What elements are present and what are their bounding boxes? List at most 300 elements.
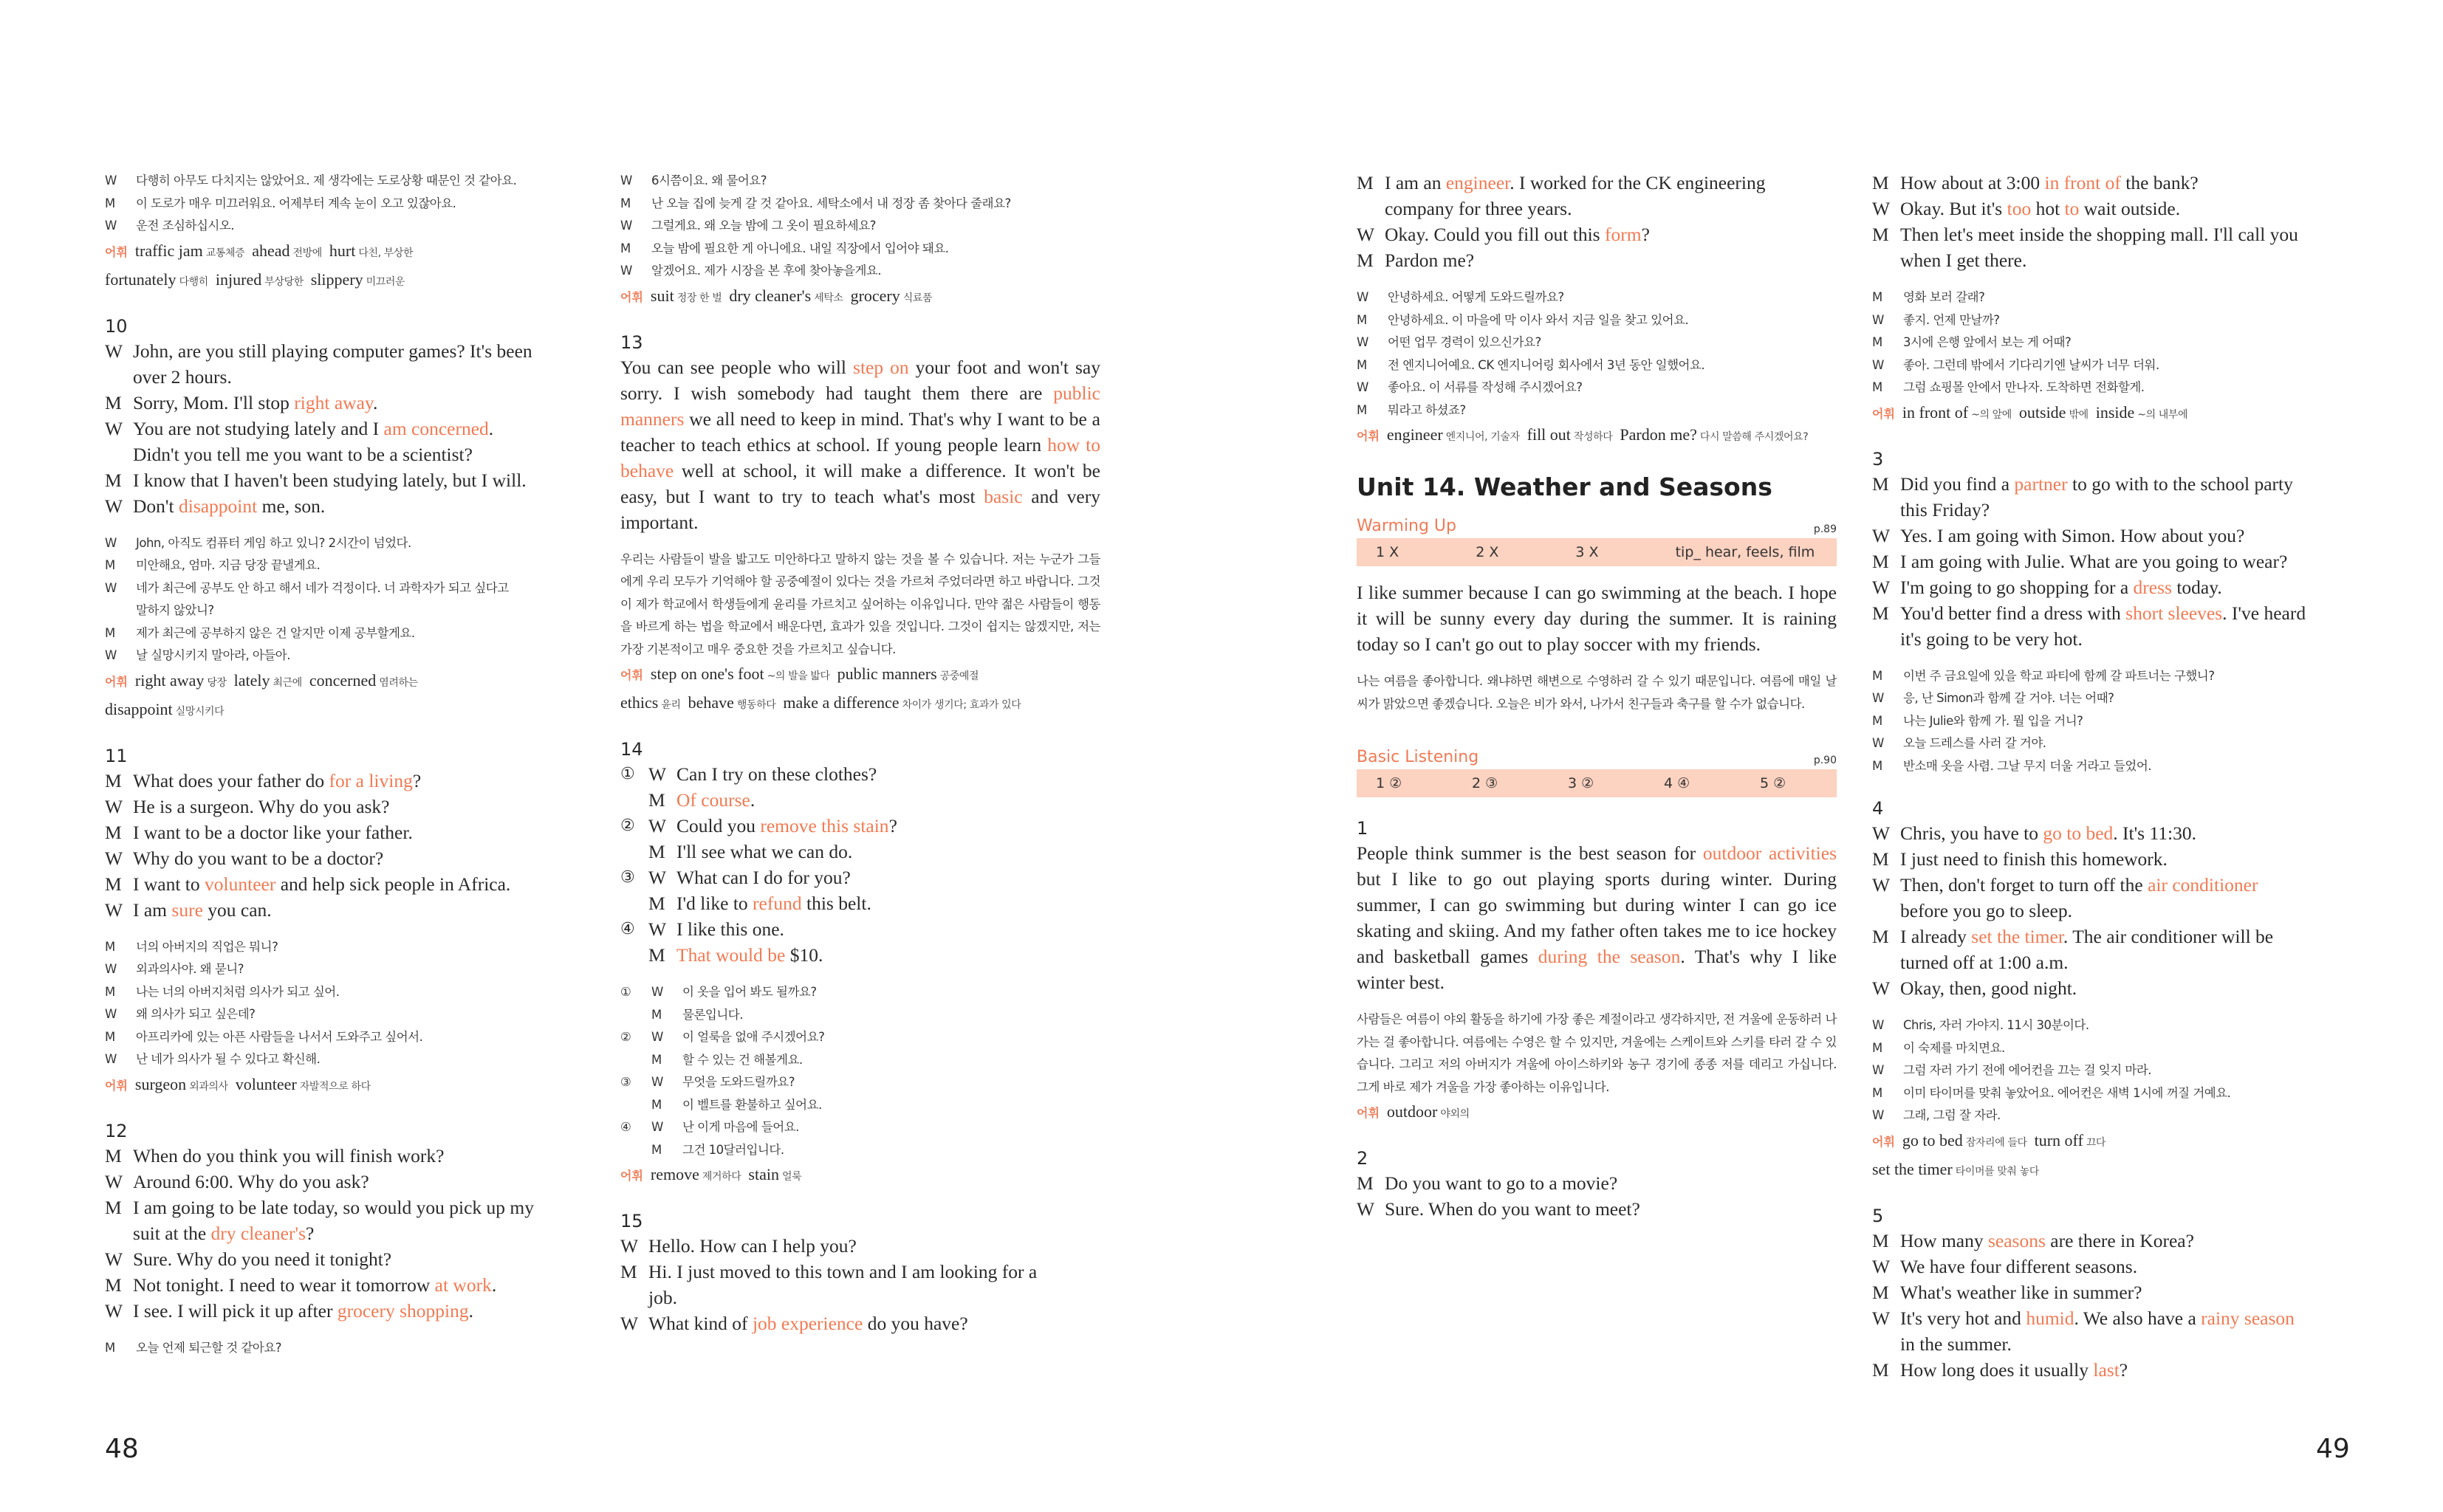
highlighted-phrase: job experience bbox=[752, 1313, 863, 1334]
vocab-meaning: 차이가 생기다; 효과가 있다 bbox=[902, 699, 1021, 711]
speaker-label: W bbox=[1872, 198, 1891, 219]
speaker-label: M bbox=[620, 241, 631, 255]
text-segment: you can. bbox=[202, 898, 272, 921]
text-segment: Hello. How can I help you? bbox=[648, 1235, 857, 1257]
text-segment: 이미 타이머를 맞춰 놓았어요. 에어컨은 새벽 1시에 꺼질 거예요. bbox=[1903, 1085, 2231, 1100]
text-segment: What can I do for you? bbox=[676, 867, 851, 888]
line bbox=[1872, 924, 2352, 949]
speaker-label: M bbox=[105, 469, 122, 491]
column-3 bbox=[1357, 170, 1837, 1222]
text-segment: 네가 최근에 공부도 안 하고 해서 네가 걱정이다. 너 과학자가 되고 싶다고 bbox=[136, 580, 509, 595]
text-segment bbox=[1900, 170, 2352, 196]
dialogue bbox=[105, 1143, 589, 1324]
speaker-label: W bbox=[620, 173, 632, 188]
korean-translation bbox=[620, 981, 1100, 1161]
speaker-label: M bbox=[1872, 713, 1882, 728]
text-segment: 좋아. 그런데 밖에서 기다리기엔 날씨가 너무 더워. bbox=[1903, 357, 2159, 372]
text-segment bbox=[676, 813, 1100, 839]
speaker-label: M bbox=[1357, 1172, 1374, 1194]
korean-translation bbox=[1872, 286, 2352, 399]
text-segment bbox=[133, 390, 589, 416]
text-segment: fortunately bbox=[105, 269, 177, 289]
speaker-label: M bbox=[1872, 224, 1889, 245]
line bbox=[1872, 247, 2352, 273]
speaker-label bbox=[620, 787, 648, 813]
text-segment: step on one's foot bbox=[650, 664, 764, 683]
highlighted-phrase: for a living bbox=[329, 769, 413, 791]
highlighted-phrase: disappoint bbox=[178, 495, 258, 517]
vocabulary bbox=[105, 238, 589, 295]
text-segment: . We also have a bbox=[2074, 1307, 2202, 1329]
text-segment: go to bed bbox=[1902, 1130, 1963, 1150]
text-segment bbox=[648, 1310, 1100, 1336]
text-segment: . bbox=[468, 1299, 474, 1322]
speaker-label bbox=[105, 599, 136, 622]
line bbox=[1872, 687, 2352, 710]
speaker-label: M bbox=[1872, 1085, 1882, 1100]
text-segment bbox=[1900, 574, 2352, 600]
vocab-meaning: 세탁소 bbox=[814, 292, 843, 304]
speaker-label: M bbox=[1872, 550, 1889, 572]
line bbox=[1872, 665, 2352, 688]
text-segment: dry cleaner's bbox=[729, 286, 812, 305]
text-segment: 뭐라고 하셨죠? bbox=[1388, 402, 1466, 417]
text-segment: 알겠어요. 제가 시장을 본 후에 찾아놓을게요. bbox=[651, 264, 882, 278]
text-segment: your foot and won't say sorry. I wish somebody had taught them there are bbox=[620, 356, 1100, 404]
text-segment: 오늘 밤에 필요한 게 아니에요. 내일 직장에서 입어야 돼요. bbox=[651, 241, 949, 255]
line bbox=[1357, 247, 1837, 273]
speaker-label: W bbox=[1872, 822, 1891, 844]
line bbox=[1872, 975, 2352, 1001]
text-segment: I am going with Julie. What are you going to wear? bbox=[1900, 550, 2288, 572]
answer-item: 4 ④ bbox=[1664, 775, 1690, 791]
vocabulary bbox=[620, 1161, 1100, 1190]
text-segment: Sure. Why do you need it tonight? bbox=[133, 1248, 392, 1270]
line bbox=[1357, 196, 1837, 221]
speaker-label: M bbox=[1357, 357, 1367, 372]
vocab-label: 어휘 bbox=[620, 289, 643, 304]
text-segment: right away bbox=[134, 670, 205, 690]
highlighted-phrase: at work bbox=[434, 1274, 492, 1296]
line bbox=[1872, 221, 2352, 247]
spacer bbox=[105, 519, 589, 532]
speaker-label: M bbox=[1872, 926, 1889, 947]
text-segment: 그건 10달러입니다. bbox=[682, 1142, 784, 1157]
text-segment: I want to be a doctor like your father. bbox=[133, 821, 413, 843]
speaker-label: W bbox=[648, 867, 667, 888]
vocab-label: 어휘 bbox=[620, 1169, 643, 1183]
line bbox=[1872, 471, 2352, 497]
line bbox=[105, 1246, 589, 1272]
line bbox=[105, 794, 589, 819]
unit-title: Unit 14. Weather and Seasons bbox=[1357, 472, 1772, 501]
speaker-label: W bbox=[1872, 736, 1884, 750]
speaker-label: W bbox=[651, 1075, 663, 1089]
speaker-label bbox=[1872, 949, 1900, 975]
monologue: I like summer because I can go swimming at the beach. I hope it will be sunny every day during the summer. It is raining today so I can't go out to play soccer with my friends. bbox=[1357, 582, 1837, 655]
line bbox=[620, 193, 1100, 216]
line bbox=[105, 981, 589, 1004]
line bbox=[620, 1233, 1100, 1259]
vocab-meaning: 끄다 bbox=[2086, 1136, 2106, 1149]
vocab-meaning: ~의 앞에 bbox=[1971, 408, 2012, 421]
text-segment: the bank? bbox=[2120, 172, 2199, 193]
spacer bbox=[620, 535, 1100, 549]
vocab-meaning: ~의 내부에 bbox=[2137, 408, 2188, 421]
speaker-label: M bbox=[105, 1029, 115, 1044]
speaker-label: W bbox=[1872, 874, 1891, 896]
text-segment: 할 수 있는 건 해볼게요. bbox=[682, 1052, 803, 1067]
text-segment: today. bbox=[2171, 576, 2222, 598]
line bbox=[105, 768, 589, 794]
speaker-label: W bbox=[1357, 335, 1368, 349]
speaker-label bbox=[620, 839, 648, 865]
dialogue bbox=[1872, 170, 2352, 273]
vocab-meaning: 염려하는 bbox=[379, 676, 418, 689]
answer-item: 1 ② bbox=[1376, 775, 1402, 791]
vocabulary bbox=[105, 1071, 589, 1100]
line bbox=[620, 865, 1100, 890]
text-segment bbox=[676, 942, 1100, 968]
speaker-label: M bbox=[651, 1007, 662, 1022]
text-segment: we all need to keep in mind. That's why I want to be a teacher to teach ethics at school. If young people learn bbox=[620, 408, 1100, 456]
speaker-label: W bbox=[1357, 290, 1368, 304]
speaker-label bbox=[620, 890, 648, 916]
text-segment: 영화 보러 갈래? bbox=[1903, 290, 1985, 304]
line bbox=[1872, 196, 2352, 221]
line bbox=[105, 1220, 589, 1246]
vocabulary bbox=[1872, 1127, 2352, 1185]
speaker-label: W bbox=[105, 1248, 123, 1270]
speaker-label: W bbox=[105, 1007, 117, 1021]
speaker-label: W bbox=[105, 1052, 117, 1066]
text-segment: 좋지. 언제 만날까? bbox=[1903, 312, 2000, 327]
text-segment: Around 6:00. Why do you ask? bbox=[133, 1170, 369, 1192]
speaker-label: W bbox=[105, 495, 123, 517]
text-segment: It's very hot and bbox=[1900, 1307, 2026, 1329]
highlighted-phrase: am concerned bbox=[383, 417, 489, 439]
vocab-label: 어휘 bbox=[105, 1078, 128, 1093]
text-segment: it's going to be very hot. bbox=[1900, 628, 2083, 650]
speaker-label bbox=[105, 364, 133, 390]
vocab-label: 어휘 bbox=[1872, 1134, 1895, 1149]
speaker-label: W bbox=[1872, 1255, 1891, 1277]
text-segment: Why do you want to be a doctor? bbox=[133, 847, 384, 869]
text-segment: I am bbox=[133, 898, 172, 921]
text-segment: I am an bbox=[1385, 172, 1446, 193]
line bbox=[1872, 710, 2352, 733]
vocab-label: 어휘 bbox=[620, 668, 643, 682]
answer-item: 3 ② bbox=[1568, 775, 1594, 791]
highlighted-phrase: grocery shopping bbox=[337, 1299, 469, 1322]
text-segment: 안녕하세요. 어떻게 도와드릴까요? bbox=[1388, 290, 1564, 304]
highlighted-phrase: last bbox=[2093, 1358, 2120, 1381]
text-segment: 날 실망시키지 말아라, 아들아. bbox=[136, 648, 290, 662]
spacer bbox=[1357, 566, 1837, 580]
section-header bbox=[1357, 517, 1837, 535]
line bbox=[105, 622, 589, 645]
speaker-label: M bbox=[105, 1144, 122, 1166]
speaker-label: M bbox=[1872, 335, 1882, 349]
text-segment: 그럼 자러 가기 전에 에어컨을 끄는 걸 잊지 마라. bbox=[1903, 1063, 2152, 1077]
answer-item: 2 ③ bbox=[1472, 775, 1498, 791]
highlighted-phrase: step on bbox=[853, 356, 909, 378]
speaker-label bbox=[105, 1220, 133, 1246]
line bbox=[105, 364, 589, 390]
column-4 bbox=[1872, 170, 2352, 1383]
text-segment: inside bbox=[2095, 402, 2135, 422]
text-segment bbox=[1900, 196, 2352, 221]
vocabulary bbox=[620, 661, 1100, 718]
highlighted-phrase: refund bbox=[753, 893, 802, 914]
spacer bbox=[1872, 273, 2352, 286]
text-segment: are there in Korea? bbox=[2045, 1229, 2194, 1251]
highlighted-phrase: during the season bbox=[1538, 946, 1681, 967]
text-segment: $10. bbox=[785, 944, 823, 966]
text-segment: surgeon bbox=[134, 1074, 187, 1093]
text-segment: set the timer bbox=[1872, 1159, 1953, 1178]
speaker-label: W bbox=[1872, 1018, 1884, 1032]
vocab-label: 어휘 bbox=[1872, 406, 1895, 421]
speaker-label: M bbox=[620, 196, 631, 210]
line bbox=[1357, 331, 1837, 354]
line bbox=[1872, 309, 2352, 332]
line bbox=[1872, 377, 2352, 399]
line bbox=[1872, 170, 2352, 196]
spacer bbox=[105, 1324, 589, 1337]
text-segment: What's weather like in summer? bbox=[1900, 1281, 2142, 1303]
text-segment: . That's why I like winter best. bbox=[1357, 946, 1837, 993]
line bbox=[105, 193, 589, 216]
text-segment: Chris, 자러 가야지. 11시 30분이다. bbox=[1903, 1018, 2089, 1032]
line bbox=[1872, 574, 2352, 600]
speaker-label: W bbox=[1872, 312, 1884, 327]
vocab-meaning: 작성하다 bbox=[1573, 431, 1613, 443]
speaker-label: W bbox=[1872, 576, 1891, 598]
line bbox=[1872, 1305, 2352, 1331]
text-segment: engineer bbox=[1386, 425, 1443, 444]
line bbox=[1872, 1104, 2352, 1127]
text-segment bbox=[676, 787, 1100, 813]
vocab-meaning: 행동하다 bbox=[736, 699, 776, 711]
section-header bbox=[1357, 748, 1837, 766]
text-segment: John, are you still playing computer games? It's been bbox=[133, 340, 532, 362]
highlighted-phrase: go to bed bbox=[2043, 822, 2114, 844]
text-segment: . It's 11:30. bbox=[2113, 822, 2196, 844]
text-segment: I already bbox=[1900, 926, 1972, 947]
text-segment: I'm going to go shopping for a bbox=[1900, 576, 2134, 598]
text-segment: 6시쯤이요. 왜 물어요? bbox=[651, 173, 767, 188]
speaker-label: ③ bbox=[620, 868, 635, 887]
text-segment: 이 숙제를 마치면요. bbox=[1903, 1040, 2005, 1055]
line bbox=[1872, 732, 2352, 755]
dialogue bbox=[1872, 1228, 2352, 1383]
text-segment: How long does it usually bbox=[1900, 1358, 2094, 1381]
spacer bbox=[1357, 273, 1837, 286]
text-segment: over 2 hours. bbox=[133, 365, 232, 388]
text-segment bbox=[1385, 221, 1837, 247]
text-segment: ethics bbox=[620, 693, 659, 712]
text-segment: You are not studying lately and I bbox=[133, 417, 384, 439]
line bbox=[105, 532, 589, 555]
line bbox=[620, 1259, 1100, 1285]
speaker-label: M bbox=[105, 1196, 122, 1218]
vocab-meaning: 윤리 bbox=[661, 699, 681, 711]
line bbox=[1872, 846, 2352, 872]
text-segment bbox=[1385, 170, 1837, 196]
line bbox=[1872, 1254, 2352, 1279]
highlighted-phrase: outdoor activities bbox=[1702, 842, 1837, 864]
text-segment: . The air conditioner will be bbox=[2063, 926, 2274, 947]
text-segment: I'd like to bbox=[676, 893, 753, 914]
line bbox=[105, 871, 589, 897]
vocab-meaning: 미끄러운 bbox=[366, 275, 405, 288]
vocabulary bbox=[620, 283, 1100, 312]
text-segment: remove bbox=[650, 1165, 699, 1183]
highlighted-phrase: dress bbox=[2133, 576, 2172, 598]
vocabulary bbox=[1357, 422, 1837, 450]
page-number-right: 49 bbox=[2316, 1434, 2350, 1464]
speaker-label bbox=[620, 1094, 651, 1117]
speaker-label: M bbox=[1872, 172, 1889, 193]
line bbox=[1872, 1331, 2352, 1357]
text-segment: in the summer. bbox=[1900, 1333, 2012, 1355]
line bbox=[620, 839, 1100, 865]
vocab-meaning: 교통체증 bbox=[205, 247, 245, 259]
text-segment: . bbox=[488, 417, 494, 439]
page-reference: p.89 bbox=[1813, 523, 1837, 535]
line bbox=[105, 1337, 589, 1360]
speaker-label: W bbox=[620, 264, 632, 278]
speaker-label: W bbox=[1357, 224, 1375, 245]
text-segment: 물론입니다. bbox=[682, 1007, 743, 1022]
speaker-label: W bbox=[105, 535, 117, 550]
line bbox=[620, 1071, 1100, 1094]
vocab-meaning: 밖에 bbox=[2069, 408, 2089, 421]
item-number: 4 bbox=[1872, 798, 1884, 819]
item-number: 12 bbox=[105, 1120, 128, 1141]
text-segment: outside bbox=[2018, 402, 2066, 422]
text-segment: I like this one. bbox=[676, 918, 784, 940]
text-segment: Didn't you tell me you want to be a scientist? bbox=[133, 443, 473, 465]
speaker-label: W bbox=[1357, 380, 1368, 394]
text-segment: 전 엔지니어예요. CK 엔지니어링 회사에서 3년 동안 일했어요. bbox=[1388, 357, 1705, 372]
line bbox=[105, 170, 589, 193]
speaker-label: M bbox=[105, 625, 115, 640]
item-number: 15 bbox=[620, 1211, 643, 1231]
text-segment: ? bbox=[888, 815, 897, 836]
speaker-label bbox=[1357, 196, 1385, 221]
line bbox=[1872, 1357, 2352, 1383]
vocab-meaning: 자발적으로 하다 bbox=[299, 1080, 371, 1093]
monologue bbox=[620, 354, 1100, 535]
vocab-label: 어휘 bbox=[1357, 429, 1380, 443]
speaker-label: M bbox=[1357, 402, 1367, 417]
speaker-label: M bbox=[105, 873, 122, 895]
text-segment: 난 이게 마음에 들어요. bbox=[682, 1120, 799, 1134]
speaker-label: W bbox=[1872, 357, 1884, 372]
text-segment: How many bbox=[1900, 1229, 1988, 1251]
text-segment bbox=[133, 768, 589, 794]
text-segment: Then let's meet inside the shopping mall. I'll call you bbox=[1900, 224, 2298, 245]
vocab-meaning: 엔지니어, 기술자 bbox=[1445, 431, 1520, 443]
line bbox=[620, 215, 1100, 238]
text-segment: this Friday? bbox=[1900, 498, 1990, 520]
highlighted-phrase: engineer bbox=[1445, 172, 1510, 193]
speaker-label: M bbox=[648, 944, 665, 966]
text-segment bbox=[133, 493, 589, 519]
line bbox=[1357, 1196, 1837, 1222]
speaker-label: M bbox=[105, 196, 115, 210]
text-segment: Okay. Could you fill out this bbox=[1385, 224, 1605, 245]
monologue bbox=[1357, 840, 1837, 995]
highlighted-phrase: set the timer bbox=[1971, 926, 2063, 947]
answer-item: 5 ② bbox=[1760, 775, 1786, 791]
highlighted-phrase: in front of bbox=[2044, 172, 2121, 193]
vocab-meaning: 식료품 bbox=[902, 292, 933, 304]
speaker-label: W bbox=[105, 1299, 123, 1322]
text-segment: 안녕하세요. 이 마을에 막 이사 와서 지금 일을 찾고 있어요. bbox=[1388, 312, 1689, 327]
text-segment: ? bbox=[306, 1222, 315, 1244]
speaker-label: M bbox=[105, 821, 122, 843]
answer-item: 3 X bbox=[1575, 544, 1599, 560]
line bbox=[620, 1004, 1100, 1027]
text-segment: Okay. But it's bbox=[1900, 198, 2007, 219]
item-number: 14 bbox=[620, 739, 643, 760]
dialogue bbox=[1872, 820, 2352, 1001]
vocab-meaning: 실망시키다 bbox=[175, 705, 225, 718]
speaker-label: M bbox=[105, 769, 122, 791]
text-segment: 응, 난 Simon과 함께 갈 거야. 너는 어때? bbox=[1903, 691, 2114, 705]
speaker-label bbox=[620, 1049, 651, 1072]
answer-bar bbox=[1357, 538, 1837, 566]
highlighted-phrase: Of course bbox=[676, 789, 750, 811]
text-segment: ? bbox=[412, 769, 422, 791]
line bbox=[105, 493, 589, 519]
text-segment: . bbox=[372, 391, 378, 413]
speaker-label: W bbox=[105, 648, 117, 662]
line bbox=[620, 260, 1100, 283]
vocab-meaning: 다행히 bbox=[179, 275, 208, 288]
speaker-label: M bbox=[1872, 1281, 1889, 1303]
text-segment: Not tonight. I need to wear it tomorrow bbox=[133, 1274, 435, 1296]
speaker-label: M bbox=[620, 1261, 637, 1282]
speaker-label: W bbox=[105, 795, 123, 817]
text-segment: injured bbox=[215, 269, 262, 289]
text-segment: 나는 너의 아버지처럼 의사가 되고 싶어. bbox=[136, 984, 340, 999]
highlighted-phrase: rainy season bbox=[2201, 1307, 2295, 1329]
line bbox=[1872, 1037, 2352, 1060]
spacer bbox=[620, 968, 1100, 981]
vocabulary bbox=[1357, 1099, 1837, 1127]
text-segment: ahead bbox=[252, 241, 290, 260]
dialogue bbox=[105, 338, 589, 519]
speaker-label: W bbox=[105, 219, 117, 233]
line bbox=[620, 981, 1100, 1004]
speaker-label: ④ bbox=[620, 1120, 631, 1134]
line bbox=[105, 1048, 589, 1071]
vocab-meaning: 다친, 부상한 bbox=[358, 247, 414, 259]
vocab-meaning: 정장 한 벌 bbox=[676, 292, 722, 304]
text-segment: We have four different seasons. bbox=[1900, 1255, 2138, 1277]
text-segment: hurt bbox=[329, 241, 356, 260]
text-segment: I am going to be late today, so would you pick up my bbox=[133, 1196, 534, 1218]
line bbox=[1872, 755, 2352, 778]
speaker-label: W bbox=[1872, 524, 1891, 546]
text-segment: concerned bbox=[309, 670, 377, 690]
text-segment: suit at the bbox=[133, 1222, 211, 1244]
text-segment: 말하지 않았니? bbox=[136, 603, 214, 617]
